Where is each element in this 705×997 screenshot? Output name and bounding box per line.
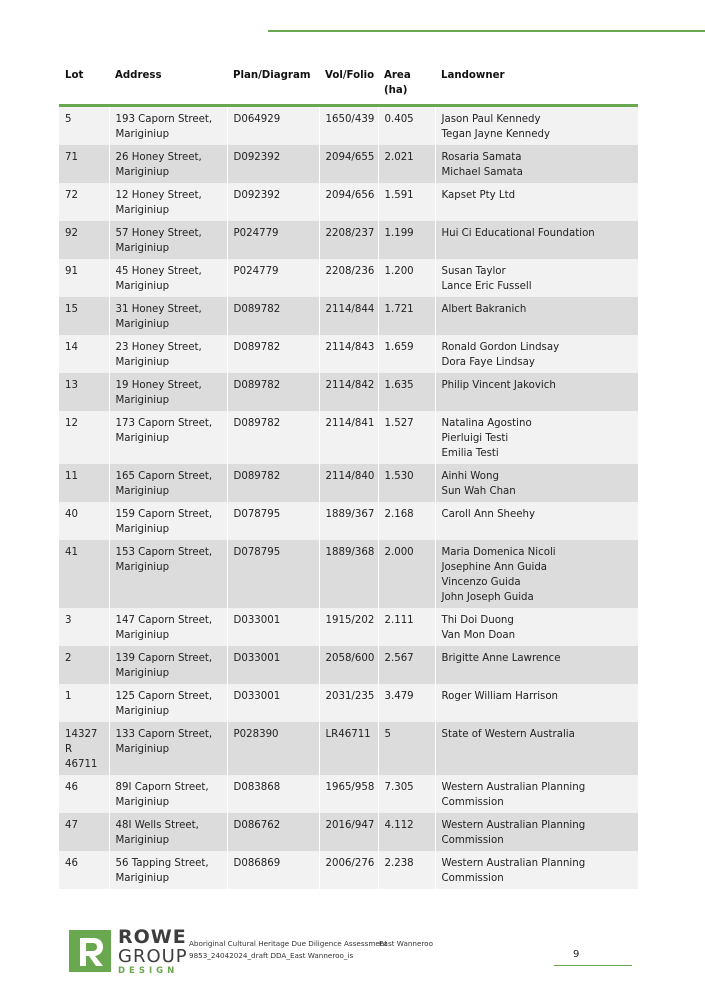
cell-plan: D078795	[227, 502, 319, 540]
landowner-table	[59, 62, 638, 889]
cell-plan: P028390	[227, 722, 319, 775]
cell-lot: 40	[59, 502, 109, 540]
cell-area: 2.111	[378, 608, 435, 646]
header-address: Address	[115, 70, 162, 81]
cell-volfolio: 1889/367	[319, 502, 378, 540]
cell-volfolio: 2114/842	[319, 373, 378, 411]
cell-plan: D086762	[227, 813, 319, 851]
table-row	[59, 608, 638, 646]
table-row	[59, 221, 638, 259]
cell-area: 2.000	[378, 540, 435, 608]
cell-landowner: Albert Bakranich	[435, 297, 638, 335]
cell-landowner: Brigitte Anne Lawrence	[435, 646, 638, 684]
table-row	[59, 106, 638, 146]
cell-address: 26 Honey Street, Mariginiup	[109, 145, 227, 183]
header-plan: Plan/Diagram	[233, 70, 311, 81]
cell-landowner: Ainhi Wong Sun Wah Chan	[435, 464, 638, 502]
cell-landowner: Hui Ci Educational Foundation	[435, 221, 638, 259]
cell-area: 2.021	[378, 145, 435, 183]
table-row	[59, 297, 638, 335]
cell-address: 31 Honey Street, Mariginiup	[109, 297, 227, 335]
cell-plan: D092392	[227, 145, 319, 183]
cell-lot: 1	[59, 684, 109, 722]
cell-lot: 71	[59, 145, 109, 183]
rowe-group-logo-mark	[69, 930, 111, 972]
cell-lot: 47	[59, 813, 109, 851]
cell-volfolio: 2031/235	[319, 684, 378, 722]
table-row	[59, 851, 638, 889]
cell-area: 1.659	[378, 335, 435, 373]
cell-landowner: State of Western Australia	[435, 722, 638, 775]
table-row	[59, 259, 638, 297]
cell-volfolio: 2094/656	[319, 183, 378, 221]
cell-lot: 13	[59, 373, 109, 411]
cell-area: 1.721	[378, 297, 435, 335]
table-row	[59, 502, 638, 540]
cell-address: 139 Caporn Street, Mariginiup	[109, 646, 227, 684]
cell-volfolio: 1889/368	[319, 540, 378, 608]
table-row	[59, 373, 638, 411]
rowe-group-wordmark	[118, 927, 188, 977]
cell-address: 153 Caporn Street, Mariginiup	[109, 540, 227, 608]
cell-volfolio: 2016/947	[319, 813, 378, 851]
table-row	[59, 464, 638, 502]
cell-lot: 14327 R 46711	[59, 722, 109, 775]
table-row	[59, 145, 638, 183]
cell-volfolio: LR46711	[319, 722, 378, 775]
cell-address: 48I Wells Street, Mariginiup	[109, 813, 227, 851]
cell-landowner: Susan Taylor Lance Eric Fussell	[435, 259, 638, 297]
cell-volfolio: 2114/840	[319, 464, 378, 502]
table-body	[59, 106, 638, 890]
cell-plan: D033001	[227, 684, 319, 722]
r-logo-icon	[69, 930, 111, 972]
cell-volfolio: 2006/276	[319, 851, 378, 889]
cell-address: 133 Caporn Street, Mariginiup	[109, 722, 227, 775]
logo-rowe-text: ROWE	[118, 926, 187, 948]
cell-plan: D078795	[227, 540, 319, 608]
cell-plan: D064929	[227, 106, 319, 146]
table-row	[59, 646, 638, 684]
cell-area: 0.405	[378, 106, 435, 146]
cell-plan: D033001	[227, 608, 319, 646]
cell-landowner: Western Australian Planning Commission	[435, 813, 638, 851]
cell-address: 147 Caporn Street, Mariginiup	[109, 608, 227, 646]
cell-address: 45 Honey Street, Mariginiup	[109, 259, 227, 297]
table-header-row	[59, 62, 638, 106]
page-number-rule	[554, 965, 632, 966]
cell-address: 173 Caporn Street, Mariginiup	[109, 411, 227, 464]
cell-lot: 92	[59, 221, 109, 259]
page-footer	[0, 925, 705, 997]
cell-plan: D089782	[227, 411, 319, 464]
cell-landowner: Caroll Ann Sheehy	[435, 502, 638, 540]
page-number: 9	[573, 949, 580, 960]
cell-lot: 15	[59, 297, 109, 335]
header-lot: Lot	[65, 70, 84, 81]
table-row	[59, 722, 638, 775]
cell-landowner: Philip Vincent Jakovich	[435, 373, 638, 411]
cell-area: 1.200	[378, 259, 435, 297]
cell-lot: 3	[59, 608, 109, 646]
header-area: Area (ha)	[384, 70, 411, 96]
table-row	[59, 411, 638, 464]
cell-landowner: Jason Paul Kennedy Tegan Jayne Kennedy	[435, 106, 638, 146]
cell-area: 1.199	[378, 221, 435, 259]
header-landowner: Landowner	[441, 70, 505, 81]
cell-address: 56 Tapping Street, Mariginiup	[109, 851, 227, 889]
header-volfolio: Vol/Folio	[325, 70, 375, 81]
cell-area: 1.635	[378, 373, 435, 411]
cell-landowner: Natalina Agostino Pierluigi Testi Emilia Testi	[435, 411, 638, 464]
cell-lot: 91	[59, 259, 109, 297]
cell-plan: D086869	[227, 851, 319, 889]
table-row	[59, 540, 638, 608]
cell-area: 2.567	[378, 646, 435, 684]
cell-volfolio: 1965/958	[319, 775, 378, 813]
cell-plan: D089782	[227, 373, 319, 411]
cell-lot: 41	[59, 540, 109, 608]
logo-group-text: GROUP	[118, 946, 188, 967]
cell-area: 1.591	[378, 183, 435, 221]
cell-lot: 14	[59, 335, 109, 373]
cell-address: 19 Honey Street, Mariginiup	[109, 373, 227, 411]
table-row	[59, 335, 638, 373]
cell-lot: 72	[59, 183, 109, 221]
cell-lot: 5	[59, 106, 109, 146]
cell-plan: D033001	[227, 646, 319, 684]
cell-lot: 46	[59, 851, 109, 889]
cell-area: 4.112	[378, 813, 435, 851]
cell-plan: P024779	[227, 221, 319, 259]
cell-volfolio: 2208/237	[319, 221, 378, 259]
cell-area: 5	[378, 722, 435, 775]
cell-volfolio: 2058/600	[319, 646, 378, 684]
cell-landowner: Kapset Pty Ltd	[435, 183, 638, 221]
cell-volfolio: 1915/202	[319, 608, 378, 646]
document-reference: 9853_24042024_draft DDA_East Wanneroo_is	[189, 951, 354, 960]
cell-landowner: Roger William Harrison	[435, 684, 638, 722]
cell-volfolio: 2114/841	[319, 411, 378, 464]
cell-landowner: Rosaria Samata Michael Samata	[435, 145, 638, 183]
cell-volfolio: 1650/439	[319, 106, 378, 146]
cell-area: 1.527	[378, 411, 435, 464]
cell-address: 89I Caporn Street, Mariginiup	[109, 775, 227, 813]
cell-lot: 11	[59, 464, 109, 502]
cell-plan: D092392	[227, 183, 319, 221]
cell-lot: 2	[59, 646, 109, 684]
table-row	[59, 775, 638, 813]
table-row	[59, 183, 638, 221]
cell-plan: D089782	[227, 297, 319, 335]
cell-address: 23 Honey Street, Mariginiup	[109, 335, 227, 373]
cell-area: 1.530	[378, 464, 435, 502]
header-rule	[268, 30, 705, 32]
cell-plan: D089782	[227, 335, 319, 373]
cell-landowner: Thi Doi Duong Van Mon Doan	[435, 608, 638, 646]
cell-address: 57 Honey Street, Mariginiup	[109, 221, 227, 259]
cell-volfolio: 2114/844	[319, 297, 378, 335]
table-row	[59, 813, 638, 851]
cell-address: 125 Caporn Street, Mariginiup	[109, 684, 227, 722]
cell-area: 2.168	[378, 502, 435, 540]
cell-lot: 46	[59, 775, 109, 813]
cell-landowner: Ronald Gordon Lindsay Dora Faye Lindsay	[435, 335, 638, 373]
cell-landowner: Western Australian Planning Commission	[435, 851, 638, 889]
table-row	[59, 684, 638, 722]
cell-area: 7.305	[378, 775, 435, 813]
cell-area: 3.479	[378, 684, 435, 722]
document-title: Aboriginal Cultural Heritage Due Diligence Assessment	[189, 939, 388, 948]
cell-address: 12 Honey Street, Mariginiup	[109, 183, 227, 221]
logo-design-text: DESIGN	[118, 966, 179, 976]
cell-address: 193 Caporn Street, Mariginiup	[109, 106, 227, 146]
cell-volfolio: 2094/655	[319, 145, 378, 183]
cell-plan: D083868	[227, 775, 319, 813]
cell-lot: 12	[59, 411, 109, 464]
cell-address: 165 Caporn Street, Mariginiup	[109, 464, 227, 502]
cell-landowner: Maria Domenica Nicoli Josephine Ann Guida Vincenzo Guida John Joseph Guida	[435, 540, 638, 608]
cell-area: 2.238	[378, 851, 435, 889]
cell-plan: P024779	[227, 259, 319, 297]
cell-volfolio: 2208/236	[319, 259, 378, 297]
cell-volfolio: 2114/843	[319, 335, 378, 373]
cell-plan: D089782	[227, 464, 319, 502]
cell-landowner: Western Australian Planning Commission	[435, 775, 638, 813]
cell-address: 159 Caporn Street, Mariginiup	[109, 502, 227, 540]
document-location: East Wanneroo	[379, 939, 433, 948]
